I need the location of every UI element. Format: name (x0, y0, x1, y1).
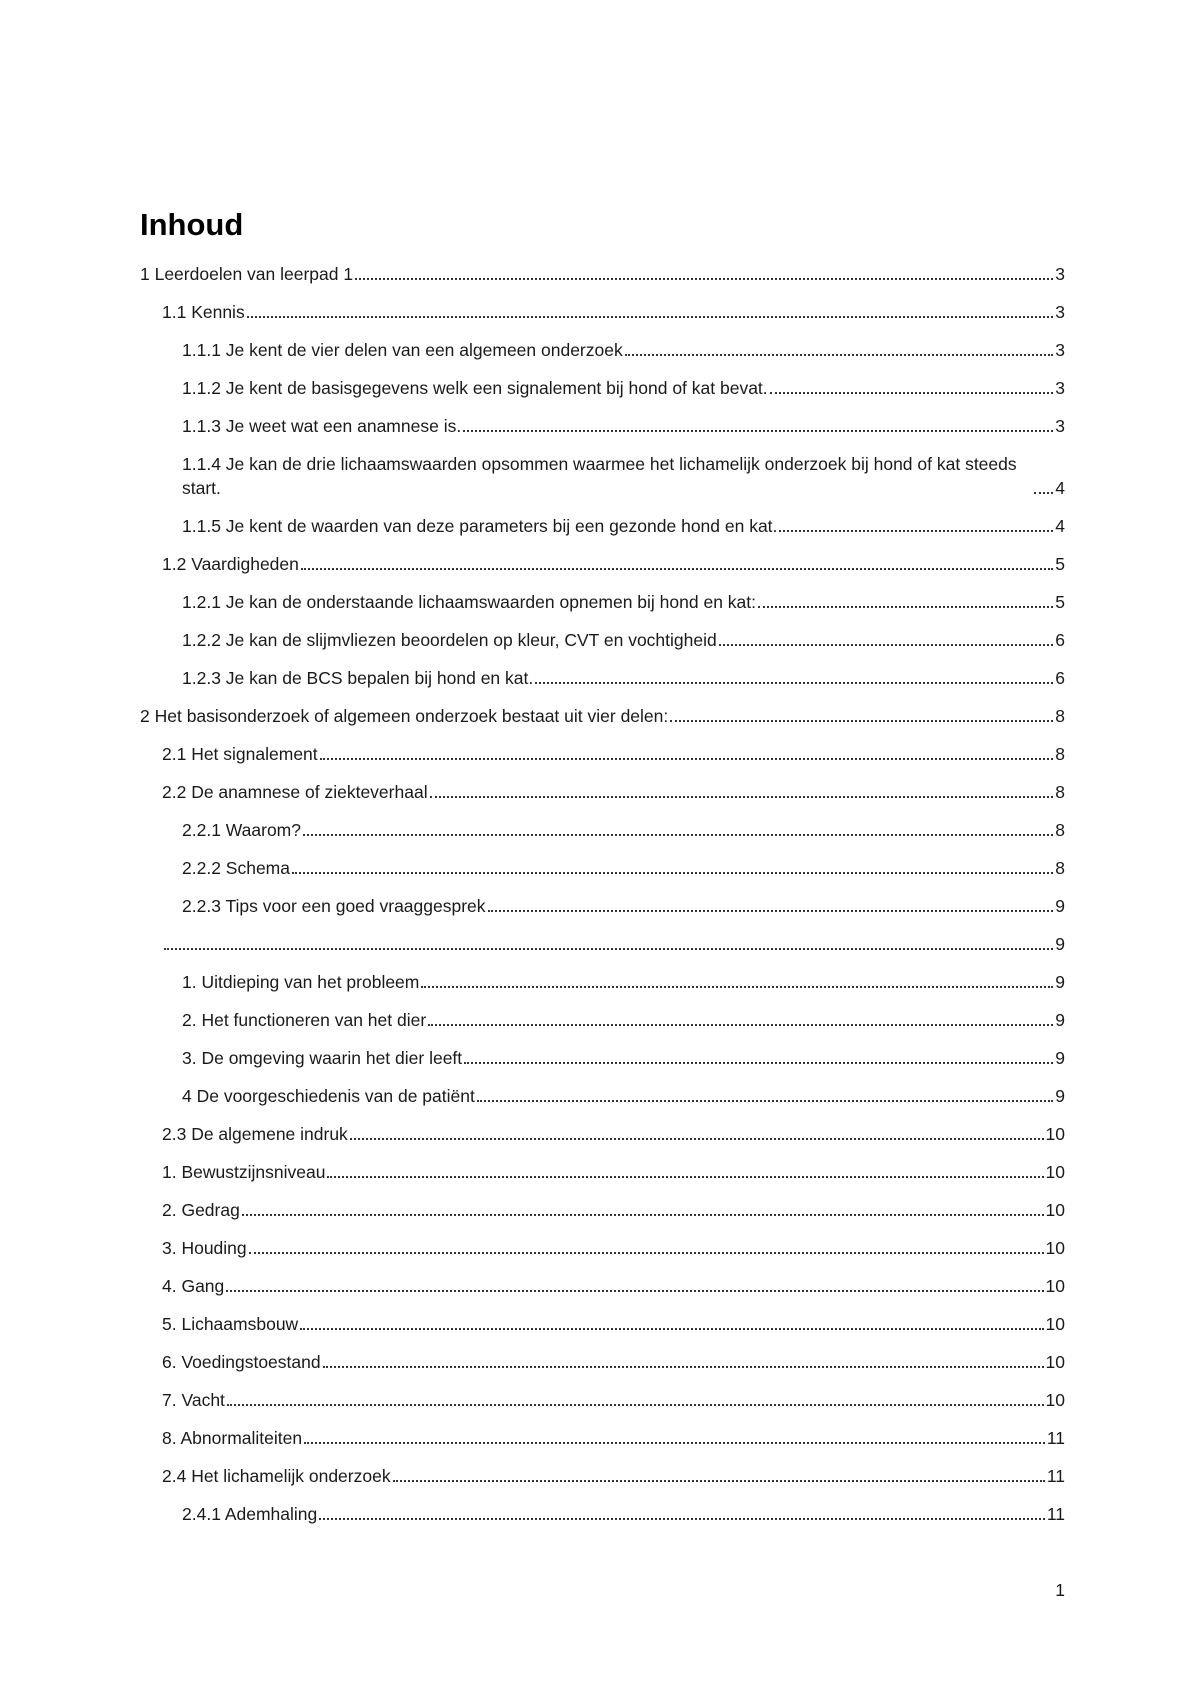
dot-leader (226, 1290, 1043, 1292)
toc-entry[interactable] (140, 1312, 1065, 1336)
toc-entry-page: 8 (1055, 744, 1065, 764)
toc-entry[interactable] (140, 414, 1065, 438)
dot-leader (779, 530, 1053, 532)
toc-entry-text: 1.1 Kennis (162, 302, 245, 322)
dot-leader (758, 606, 1053, 608)
toc-entry-text: 4 De voorgeschiedenis van de patiënt (182, 1086, 475, 1106)
toc-entry[interactable] (140, 1426, 1065, 1450)
dot-leader (535, 682, 1053, 684)
dot-leader (770, 392, 1054, 394)
toc-entry[interactable] (140, 452, 1065, 500)
toc-entry-page: 9 (1055, 1048, 1065, 1068)
toc-entry-page: 9 (1055, 972, 1065, 992)
toc-entry[interactable] (140, 1236, 1065, 1260)
toc-entry-text: 2.3 De algemene indruk (162, 1124, 348, 1144)
toc-entry-page: 4 (1055, 478, 1065, 498)
dot-leader (327, 1176, 1043, 1178)
toc-entry-page: 10 (1045, 1238, 1065, 1258)
toc-entry-page: 6 (1055, 668, 1065, 688)
toc-entry-page: 10 (1045, 1390, 1065, 1410)
dot-leader (300, 1328, 1043, 1330)
dot-leader (428, 1024, 1053, 1026)
toc-entry-empty[interactable] (140, 932, 1065, 956)
toc-entry-text: 1.2.3 Je kan de BCS bepalen bij hond en kat. (182, 668, 534, 688)
toc-entry-text: 2.2.3 Tips voor een goed vraaggesprek (182, 896, 486, 916)
dot-leader (355, 278, 1053, 280)
toc-entry[interactable] (140, 780, 1065, 804)
dot-leader (421, 986, 1053, 988)
toc-entry-text: 1.2.2 Je kan de slijmvliezen beoordelen op kleur, CVT en vochtigheid (182, 630, 717, 650)
dot-leader (319, 1518, 1045, 1520)
toc-entry-page: 8 (1055, 820, 1065, 840)
toc-entry[interactable] (140, 970, 1065, 994)
toc-entry-text: 2.4.1 Ademhaling (182, 1504, 318, 1524)
toc-entry-text: 1.1.3 Je weet wat een anamnese is. (182, 416, 462, 436)
toc-entry-text: 3. De omgeving waarin het dier leeft (182, 1048, 463, 1068)
toc-entry-page: 11 (1046, 1428, 1065, 1448)
toc-entry-text: 7. Vacht (162, 1390, 225, 1410)
toc-entry[interactable] (140, 1046, 1065, 1070)
toc-entry-text: 2. Het functioneren van het dier (182, 1010, 427, 1030)
toc-entry-text: 4. Gang (162, 1276, 225, 1296)
toc-entry[interactable] (140, 704, 1065, 728)
toc-entry-text: 1 Leerdoelen van leerpad 1 (140, 264, 354, 284)
toc-entry-page: 9 (1055, 896, 1065, 916)
toc-entry[interactable] (140, 1198, 1065, 1222)
toc-entry[interactable] (140, 666, 1065, 690)
toc-entry[interactable] (140, 552, 1065, 576)
toc-entry-text: 8. Abnormaliteiten (162, 1428, 303, 1448)
toc-entry-text: 1.1.2 Je kent de basisgegevens welk een signalement bij hond of kat bevat. (182, 378, 768, 398)
toc-entry[interactable] (140, 1008, 1065, 1032)
toc-entry-page: 6 (1055, 630, 1065, 650)
toc-entry-page: 11 (1046, 1504, 1065, 1524)
toc-entry-page: 3 (1055, 340, 1065, 360)
toc-entry[interactable] (140, 262, 1065, 286)
dot-leader (227, 1404, 1044, 1406)
toc-entry[interactable] (140, 742, 1065, 766)
toc-entry-text: 2.1 Het signalement (162, 744, 318, 764)
toc-entry[interactable] (140, 338, 1065, 362)
dot-leader (670, 720, 1053, 722)
toc-entry[interactable] (140, 1502, 1065, 1526)
toc-title: Inhoud (140, 207, 244, 242)
dot-leader (719, 644, 1054, 646)
toc-entry-text: 1. Bewustzijnsniveau (162, 1162, 326, 1182)
toc-entry-page: 11 (1046, 1466, 1065, 1486)
toc-entry[interactable] (140, 1464, 1065, 1488)
toc-entry-text: 2 Het basisonderzoek of algemeen onderzoek bestaat uit vier delen: (140, 706, 669, 726)
toc-entry-text: 2.2.1 Waarom? (182, 820, 301, 840)
toc-entry-text: 5. Lichaamsbouw (162, 1314, 299, 1334)
toc-entry-page: 8 (1055, 782, 1065, 802)
toc-entry-page: 3 (1055, 416, 1065, 436)
dot-leader (464, 1062, 1053, 1064)
toc-entry[interactable] (140, 1160, 1065, 1184)
toc-entry-text: 1.2 Vaardigheden (162, 554, 299, 574)
toc-entry-page: 5 (1055, 592, 1065, 612)
dot-leader (393, 1480, 1045, 1482)
toc-entry-page: 10 (1045, 1314, 1065, 1334)
toc-entry-page: 8 (1055, 706, 1065, 726)
toc-entry-page: 4 (1055, 516, 1065, 536)
dot-leader (304, 1442, 1045, 1444)
toc-entry-text: 6. Voedingstoestand (162, 1352, 321, 1372)
dot-leader (350, 1138, 1044, 1140)
dot-leader (488, 910, 1054, 912)
toc-entry[interactable] (140, 590, 1065, 614)
toc-entry[interactable] (140, 628, 1065, 652)
toc-entry[interactable] (140, 376, 1065, 400)
toc-entry-text: 2. Gedrag (162, 1200, 240, 1220)
toc-entry-text: 2.2.2 Schema (182, 858, 290, 878)
dot-leader (320, 758, 1054, 760)
toc-entry-page: 10 (1045, 1200, 1065, 1220)
dot-leader (301, 568, 1053, 570)
toc-entry-text: 1. Uitdieping van het probleem (182, 972, 420, 992)
dot-leader (463, 430, 1053, 432)
page-number: 1 (1055, 1580, 1065, 1600)
toc-entry[interactable] (140, 1350, 1065, 1374)
dot-leader (164, 948, 1053, 950)
dot-leader (625, 354, 1054, 356)
toc-entry[interactable] (140, 1122, 1065, 1146)
toc-entry-text: 2.2 De anamnese of ziekteverhaal (162, 782, 428, 802)
toc-entry[interactable] (140, 514, 1065, 538)
dot-leader (249, 1252, 1044, 1254)
toc-entry-page: 10 (1045, 1276, 1065, 1296)
toc-entry-text: 3. Houding (162, 1238, 247, 1258)
toc-entry-text: 1.1.1 Je kent de vier delen van een algemeen onderzoek (182, 340, 623, 360)
dot-leader (477, 1100, 1053, 1102)
toc-entry[interactable] (140, 1388, 1065, 1412)
toc-entry[interactable] (140, 300, 1065, 324)
dot-leader (430, 796, 1054, 798)
toc-entry[interactable] (140, 856, 1065, 880)
toc-entry[interactable] (140, 818, 1065, 842)
toc-entry[interactable] (140, 1084, 1065, 1108)
toc-entry-page: 5 (1055, 554, 1065, 574)
toc-entry-text: 1.2.1 Je kan de onderstaande lichaamswaarden opnemen bij hond en kat: (182, 592, 757, 612)
dot-leader (242, 1214, 1044, 1216)
toc-entry-text: 1.1.5 Je kent de waarden van deze parameters bij een gezonde hond en kat. (182, 516, 778, 536)
toc-entry-page: 8 (1055, 858, 1065, 878)
toc-entry[interactable] (140, 894, 1065, 918)
dot-leader (303, 834, 1053, 836)
dot-leader (292, 872, 1053, 874)
table-of-contents (140, 262, 1065, 1540)
toc-entry-page: 3 (1055, 378, 1065, 398)
toc-entry-text: 1.1.4 Je kan de drie lichaamswaarden opsommen waarmee het lichamelijk onderzoek bij hond of kat steeds start. (182, 454, 1017, 498)
toc-entry-page: 3 (1055, 302, 1065, 322)
toc-entry-page: 10 (1045, 1162, 1065, 1182)
toc-entry-page: 3 (1055, 264, 1065, 284)
toc-entry-page: 10 (1045, 1352, 1065, 1372)
toc-entry-page: 9 (1055, 1010, 1065, 1030)
dot-leader (1034, 492, 1053, 494)
dot-leader (323, 1366, 1044, 1368)
toc-entry-page: 9 (1055, 934, 1065, 954)
toc-entry-page: 9 (1055, 1086, 1065, 1106)
dot-leader (247, 316, 1054, 318)
toc-entry-text: 2.4 Het lichamelijk onderzoek (162, 1466, 391, 1486)
toc-entry[interactable] (140, 1274, 1065, 1298)
toc-entry-page: 10 (1045, 1124, 1065, 1144)
